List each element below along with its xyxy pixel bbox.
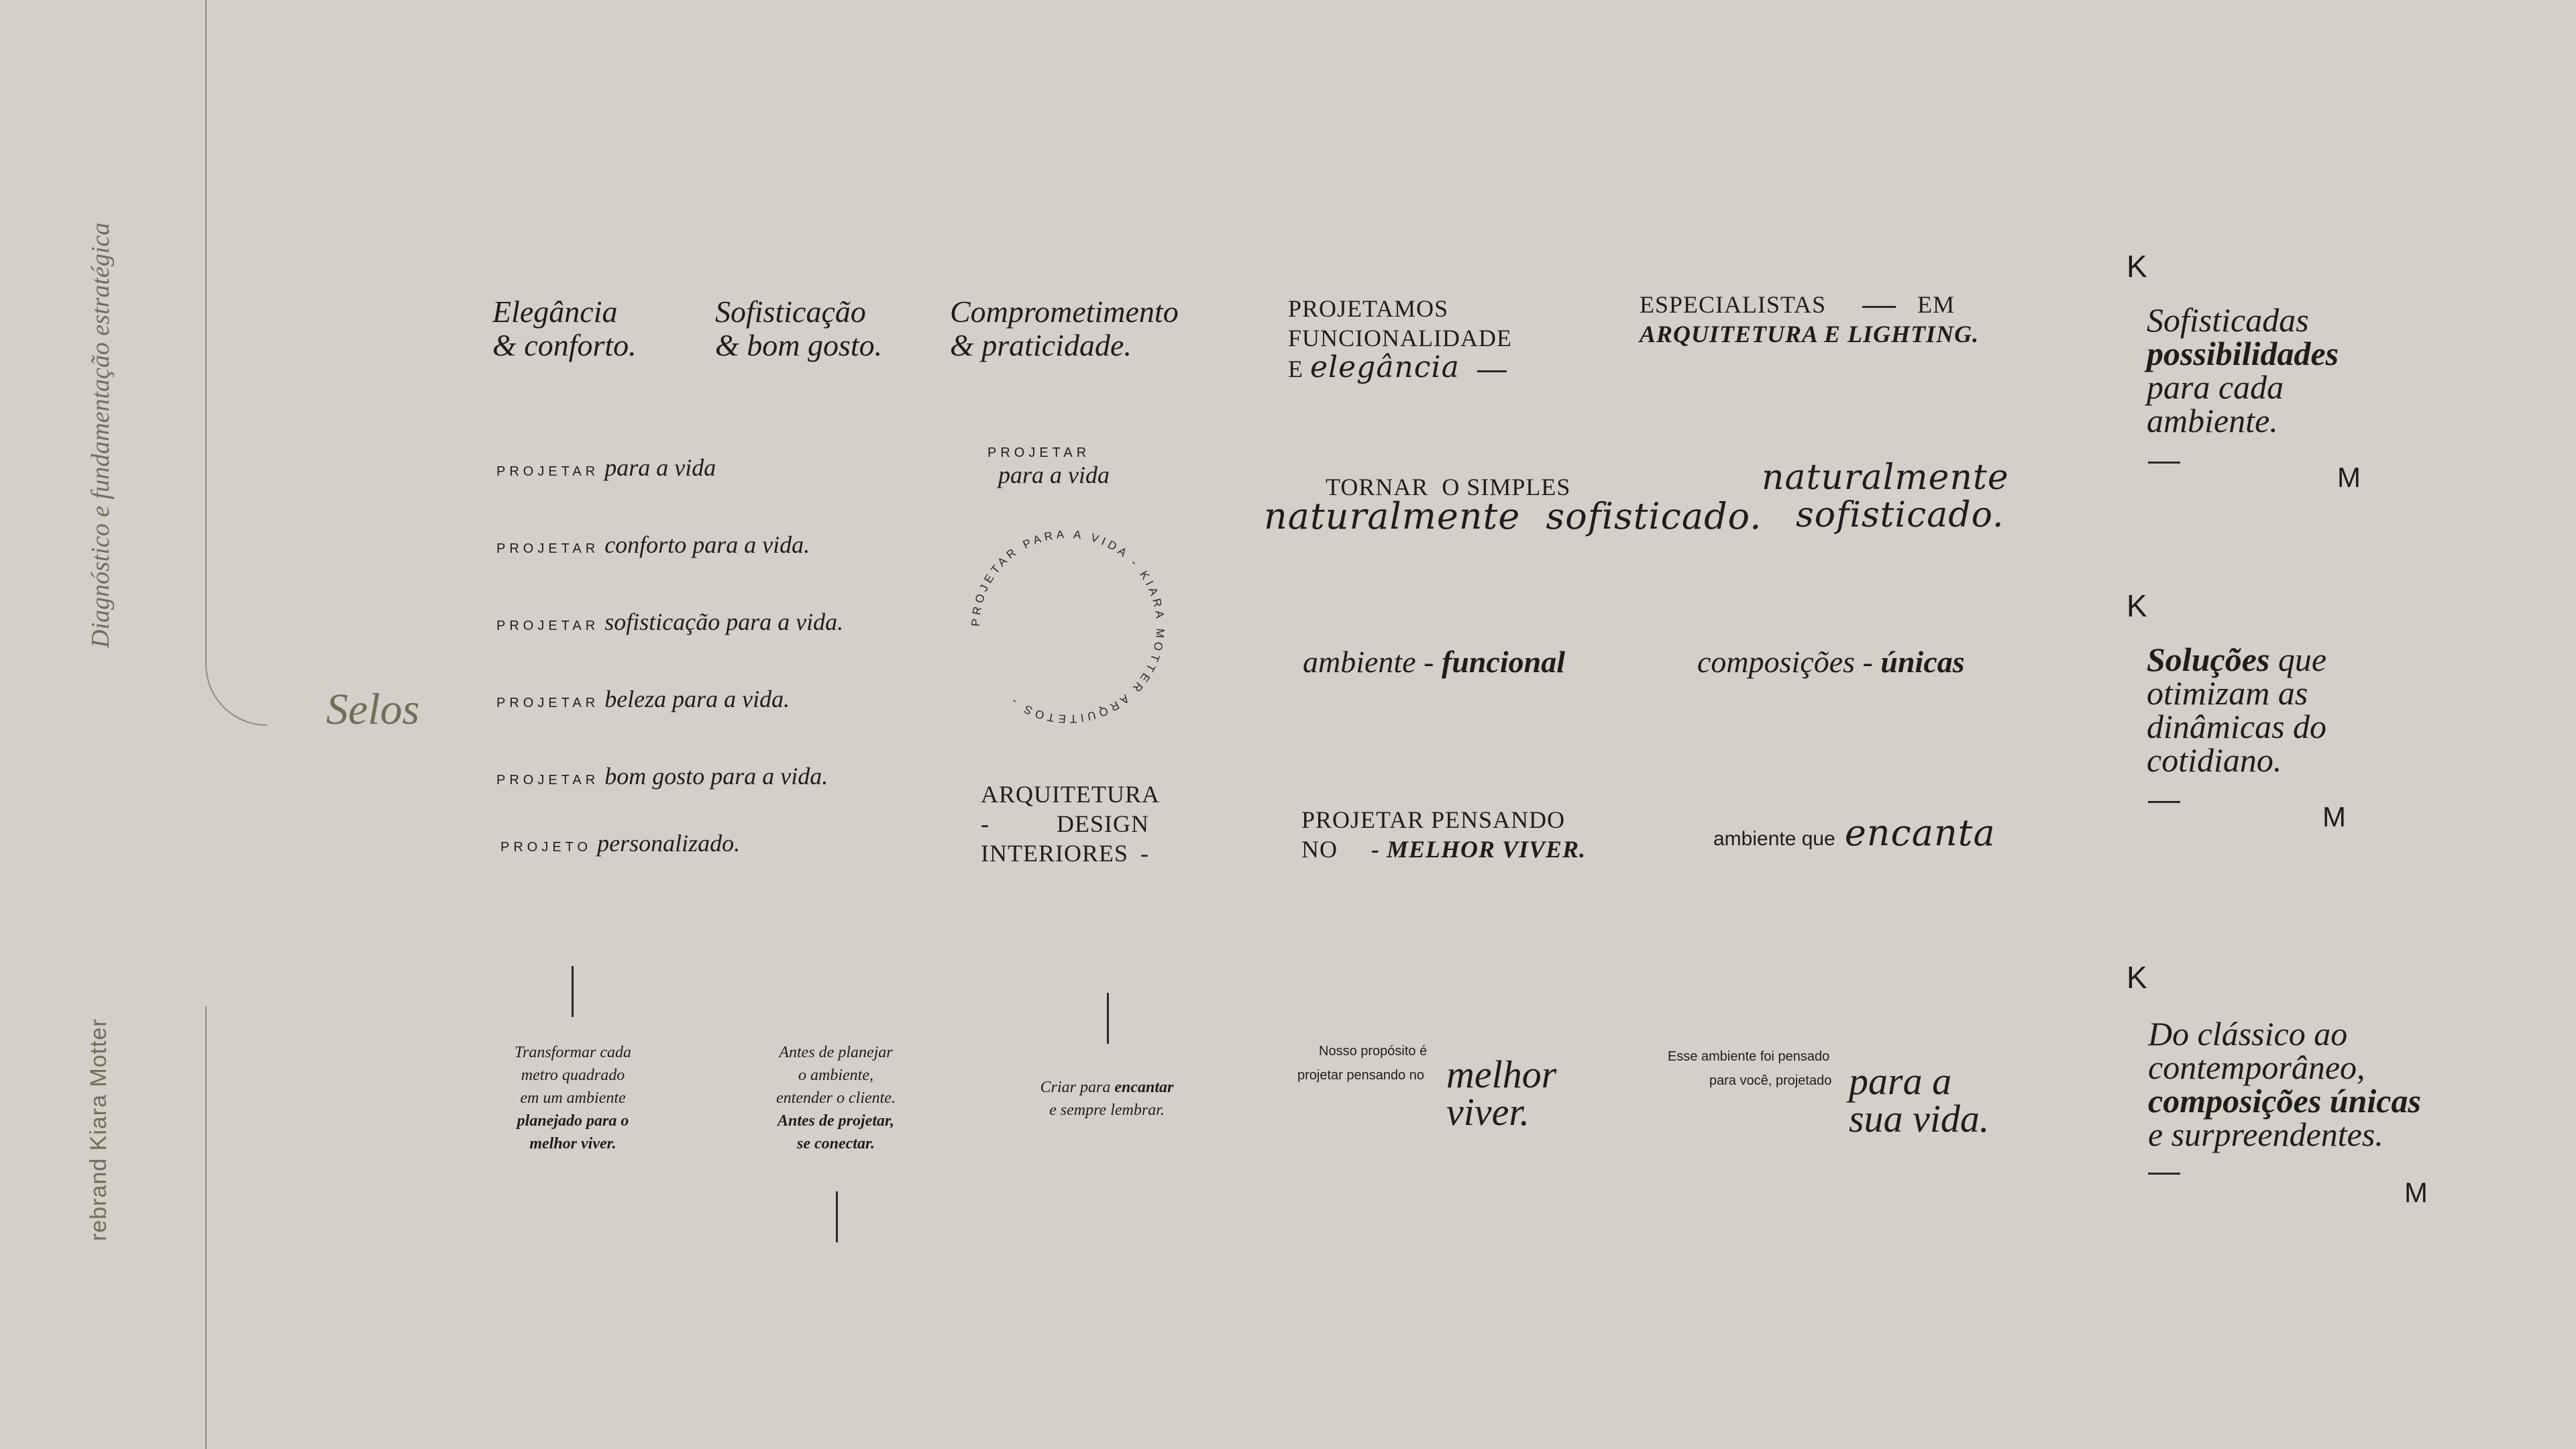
seal-script-word: naturalmente	[1264, 495, 1521, 537]
projetar-row	[496, 531, 810, 559]
note-line: Esse ambiente foi pensado	[1668, 1049, 1830, 1064]
card-m-letter: M	[2404, 1177, 2428, 1208]
card-text	[2147, 303, 2339, 437]
tick-mark	[1107, 993, 1109, 1044]
seal-line: ARQUITETURA	[981, 781, 1160, 808]
card-m-letter: M	[2337, 462, 2361, 493]
seal-ambiente-encanta	[1713, 812, 1996, 854]
seal-ambiente-funcional	[1303, 644, 1565, 680]
note-line: Antes de projetar,	[777, 1112, 894, 1130]
circular-seal-text	[969, 528, 1167, 725]
seal-word: INTERIORES	[981, 840, 1128, 867]
card-line: e surpreendentes.	[2148, 1116, 2383, 1153]
projetar-small: PROJETO	[500, 840, 592, 855]
seal-line: Sofisticação	[715, 294, 866, 329]
projetar-small: PROJETAR	[496, 773, 600, 788]
note-big	[1849, 1059, 1990, 1140]
tick-mark	[836, 1191, 838, 1242]
seal-comprometimento	[950, 295, 1179, 362]
seal-naturalmente	[1762, 459, 2009, 534]
seal-line	[981, 809, 1160, 839]
circular-seal-textpath: PROJETAR PARA A VIDA - KIARA MOTTER ARQUITETOS -	[969, 527, 1167, 726]
sidebar-subtitle: Diagnóstico e fundamentação estratégica	[87, 222, 115, 648]
seal-word: -	[981, 810, 989, 837]
seal-line: FUNCIONALIDADE	[1288, 325, 1512, 352]
projetar-text: bom gosto para a vida.	[604, 763, 828, 790]
seal-line: PROJETAMOS	[1288, 295, 1449, 322]
dash-mark	[1862, 306, 1896, 308]
projetar-text: beleza para a vida.	[604, 686, 790, 712]
card-word-bold: Soluções	[2147, 641, 2270, 678]
card-line: dinâmicas do	[2147, 708, 2327, 745]
seal-tornar-script	[1264, 495, 1762, 537]
card-line: ambiente.	[2147, 402, 2278, 439]
note-line: Nosso propósito é	[1319, 1044, 1428, 1059]
projetar-text: conforto para a vida.	[604, 531, 810, 558]
seal-word: ESPECIALISTAS	[1640, 291, 1827, 318]
note-line: para você, projetado	[1709, 1073, 1832, 1088]
seal-projetamos	[1288, 294, 1512, 384]
note-line: se conectar.	[797, 1135, 875, 1152]
note-line: projetar pensando no	[1297, 1068, 1425, 1083]
seal-line	[1288, 350, 1512, 384]
note-line: Transformar cada	[514, 1044, 632, 1061]
seal-word: O SIMPLES	[1442, 474, 1571, 500]
note-line: entender o cliente.	[776, 1089, 896, 1107]
card-line: otimizam as	[2147, 674, 2308, 712]
card-classico	[2120, 959, 2496, 1214]
seal-line: Comprometimento	[950, 294, 1179, 329]
projetar-text: para a vida	[604, 454, 716, 481]
seal-line: PROJETAR PENSANDO	[1301, 806, 1566, 833]
card-line: para cada	[2147, 368, 2284, 406]
note-word-bold: encantar	[1114, 1079, 1174, 1096]
projetar-text: para a vida	[998, 462, 1110, 488]
circular-seal	[967, 526, 1169, 727]
projetar-row	[496, 685, 790, 713]
sidebar-rule-bottom	[205, 1006, 207, 1449]
seal-line: & bom gosto.	[715, 328, 883, 362]
seal-line	[1640, 290, 1979, 319]
sidebar-rule-curve	[205, 644, 267, 726]
seal-word-bold: - MELHOR VIVER.	[1371, 836, 1587, 863]
card-k-letter: K	[2127, 588, 2147, 623]
seal-word: E	[1288, 356, 1303, 382]
projetar-text: sofisticação para a vida.	[604, 608, 844, 635]
card-line-bold: possibilidades	[2147, 335, 2339, 372]
note-line	[1006, 1076, 1208, 1099]
seal-script-word: elegância	[1310, 350, 1460, 384]
sidebar-rule-top	[205, 0, 207, 645]
seal-word: ambiente que	[1713, 828, 1835, 850]
note-transformar	[472, 1041, 674, 1155]
card-dash	[2148, 1173, 2180, 1175]
projetar-small: PROJETAR	[496, 696, 600, 710]
seal-script-word: sofisticado.	[1796, 495, 2004, 535]
note-big-line: sua vida.	[1849, 1097, 1990, 1140]
seal-projetar-pensando	[1301, 805, 1586, 864]
seal-projetar-stack	[987, 445, 1110, 489]
projetar-row	[496, 608, 843, 636]
seal-elegancia	[492, 295, 637, 362]
card-line-bold: composições únicas	[2148, 1082, 2421, 1120]
projetar-row	[496, 453, 716, 482]
card-line: Sofisticadas	[2147, 301, 2309, 339]
note-word: Criar para	[1040, 1079, 1111, 1096]
note-line: o ambiente,	[798, 1067, 873, 1084]
projetar-text: personalizado.	[597, 830, 741, 857]
seal-line	[981, 839, 1160, 868]
note-big-line: melhor	[1446, 1053, 1557, 1096]
projetar-small: PROJETAR	[496, 541, 600, 556]
seal-word: ambiente -	[1303, 645, 1442, 679]
seal-word: composições -	[1697, 645, 1881, 679]
seal-script-word: encanta	[1844, 812, 1996, 854]
note-line: em um ambiente	[520, 1089, 626, 1107]
seal-word: DESIGN	[1057, 810, 1149, 837]
seal-especialistas	[1640, 290, 1979, 349]
card-line: contemporâneo,	[2148, 1049, 2365, 1086]
projetar-small: PROJETAR	[496, 619, 600, 633]
seal-composicoes-unicas	[1697, 644, 1965, 680]
seal-word-bold: funcional	[1441, 645, 1565, 679]
note-big-line: viver.	[1446, 1090, 1529, 1134]
seal-sofisticacao	[715, 295, 882, 362]
tick-mark	[572, 966, 574, 1017]
note-criar	[1006, 1076, 1208, 1122]
seal-script-word: sofisticado.	[1546, 495, 1762, 537]
section-title: Selos	[326, 685, 420, 734]
card-line: Do clássico ao	[2148, 1015, 2348, 1053]
seal-arquitetura	[981, 780, 1160, 868]
dash-mark	[1477, 370, 1507, 372]
seal-line: Elegância	[492, 294, 618, 329]
seal-word: TORNAR	[1326, 474, 1429, 500]
card-word: que	[2269, 641, 2327, 678]
projetar-row	[496, 762, 828, 790]
seal-script-word: naturalmente	[1762, 458, 2009, 498]
card-text	[2148, 1017, 2421, 1151]
note-line: melhor viver.	[529, 1135, 616, 1152]
card-dash	[2148, 801, 2180, 803]
seal-line: ARQUITETURA E LIGHTING.	[1640, 321, 1980, 347]
card-text	[2147, 643, 2326, 777]
seal-line: & praticidade.	[950, 328, 1132, 362]
seal-word-bold: únicas	[1880, 645, 1965, 679]
seal-word: NO	[1301, 836, 1338, 863]
seal-word: EM	[1917, 291, 1955, 318]
seal-line	[1301, 835, 1586, 864]
card-k-letter: K	[2127, 249, 2147, 284]
card-m-letter: M	[2322, 801, 2346, 833]
note-line: e sempre lembrar.	[1049, 1102, 1165, 1119]
seal-line: & conforto.	[492, 328, 637, 362]
sidebar-brand: rebrand Kiara Motter	[86, 1018, 111, 1241]
note-line: metro quadrado	[521, 1067, 625, 1084]
note-big-line: para a	[1849, 1059, 1952, 1103]
note-antes	[735, 1041, 936, 1155]
projetar-small: PROJETAR	[987, 445, 1091, 460]
card-line	[2147, 643, 2326, 676]
projetar-row	[500, 829, 740, 857]
note-line: Antes de planejar	[779, 1044, 893, 1061]
card-k-letter: K	[2127, 960, 2147, 995]
card-line: cotidiano.	[2147, 741, 2282, 779]
note-line: planejado para o	[517, 1112, 629, 1130]
seal-word: -	[1140, 840, 1149, 867]
note-big	[1446, 1053, 1557, 1134]
card-sofisticadas	[2120, 248, 2455, 503]
card-solucoes	[2120, 588, 2455, 843]
projetar-small: PROJETAR	[496, 464, 600, 479]
card-dash	[2148, 462, 2180, 464]
